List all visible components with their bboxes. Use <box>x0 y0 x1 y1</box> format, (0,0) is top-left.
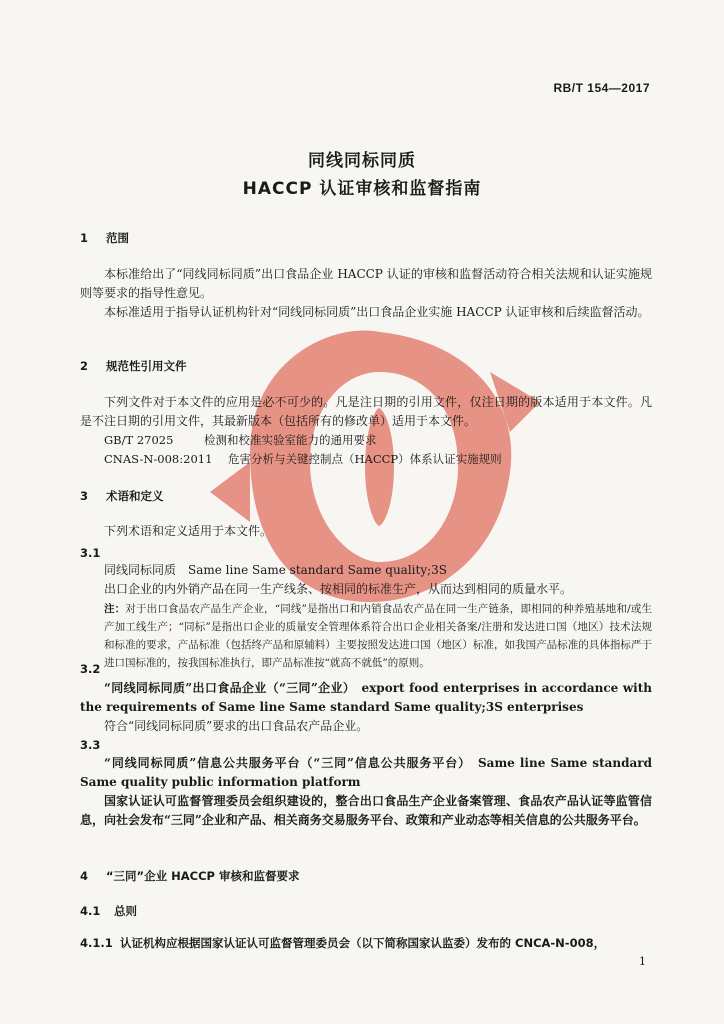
clause-text: 认证机构应根据国家认证认可监督管理委员会（以下简称国家认监委）发布的 CNCA-N-008， <box>120 936 606 950</box>
section-title: 规范性引用文件 <box>106 359 187 373</box>
term-3-2-definition: 符合“同线同标同质”要求的出口食品农产品企业。 <box>104 719 369 733</box>
reference-title: 检测和校准实验室能力的通用要求 <box>204 433 377 447</box>
section-2-paragraph-1: 下列文件对于本文件的应用是必不可少的。凡是注日期的引用文件，仅注日期的版本适用于本文件。凡是不注日期的引用文件，其最新版本（包括所有的修改单）适用于本文件。 <box>80 395 652 428</box>
section-title: 总则 <box>114 904 137 918</box>
term-3-1-number: 3.1 <box>80 546 101 560</box>
normative-reference-1 <box>104 432 377 448</box>
section-3-heading <box>80 488 164 504</box>
section-number: 4.1 <box>80 904 101 918</box>
term-3-1-note <box>104 600 652 672</box>
section-1-heading <box>80 230 129 246</box>
section-2-heading <box>80 358 187 374</box>
section-1-paragraph-1: 本标准给出了“同线同标同质”出口食品企业 HACCP 认证的审核和监督活动符合相关法规和认证实施规则等要求的指导性意见。 <box>80 267 652 300</box>
section-4-1-heading <box>80 903 137 919</box>
section-number: 4 <box>80 869 89 883</box>
section-number: 3 <box>80 489 89 503</box>
section-4-heading <box>80 868 299 884</box>
section-number: 1 <box>80 231 89 245</box>
document-title-line2: HACCP 认证审核和监督指南 <box>242 179 482 199</box>
note-label: 注： <box>104 603 126 615</box>
term-3-1-name: 同线同标同质 Same line Same standard Same quality;3S <box>104 563 448 577</box>
term-3-2-name: “同线同标同质”出口食品企业（“三同”企业） export food enterprises in accordance with the requirements of Same line Same standard Same quality;3S enterprises <box>80 681 652 714</box>
section-title: 范围 <box>106 231 129 245</box>
reference-code: CNAS-N-008:2011 <box>104 452 213 466</box>
term-3-2-number: 3.2 <box>80 662 101 676</box>
standard-number: RB/T 154—2017 <box>553 81 650 95</box>
section-title: 术语和定义 <box>106 489 164 503</box>
note-text: 对于出口食品农产品生产企业，“同线”是指出口和内销食品农产品在同一生产链条，即相同的种养殖基地和/或生产加工线生产；“同标”是指出口企业的质量安全管理体系符合出口企业相关备案/注册和发达进口国（地区）技术法规和标准的要求，产品标准（包括终产品和原辅料）主要按照发达进口国（地区）标准，如我国产品标准的具体指标严于进口国标准的，按我国标准执行，即产品标准按“就高不就低”的原则。 <box>104 603 652 669</box>
term-3-1-definition: 出口企业的内外销产品在同一生产线条、按相同的标准生产，从而达到相同的质量水平。 <box>104 582 573 596</box>
clause-4-1-1 <box>80 935 652 951</box>
page-number: 1 <box>639 955 646 968</box>
term-3-3-definition: 国家认证认可监督管理委员会组织建设的，整合出口食品生产企业备案管理、食品农产品认证等监管信息，向社会发布“三同”企业和产品、相关商务交易服务平台、政策和产业动态等相关信息的公共服务平台。 <box>80 794 652 827</box>
term-3-3-name: “同线同标同质”信息公共服务平台（“三同”信息公共服务平台） Same line Same standard Same quality public information platform <box>80 756 652 789</box>
term-3-3-number: 3.3 <box>80 738 101 752</box>
reference-code: GB/T 27025 <box>104 433 174 447</box>
section-title: “三同”企业 HACCP 审核和监督要求 <box>106 869 300 883</box>
section-number: 2 <box>80 359 89 373</box>
document-title-line1: 同线同标同质 <box>308 151 416 171</box>
reference-title: 危害分析与关键控制点（HACCP）体系认证实施规则 <box>228 452 502 466</box>
section-1-paragraph-2: 本标准适用于指导认证机构针对“同线同标同质”出口食品企业实施 HACCP 认证审核和后续监督活动。 <box>104 305 650 319</box>
section-3-intro: 下列术语和定义适用于本文件。 <box>104 524 273 538</box>
normative-reference-2 <box>104 451 502 467</box>
clause-number: 4.1.1 <box>80 936 113 950</box>
